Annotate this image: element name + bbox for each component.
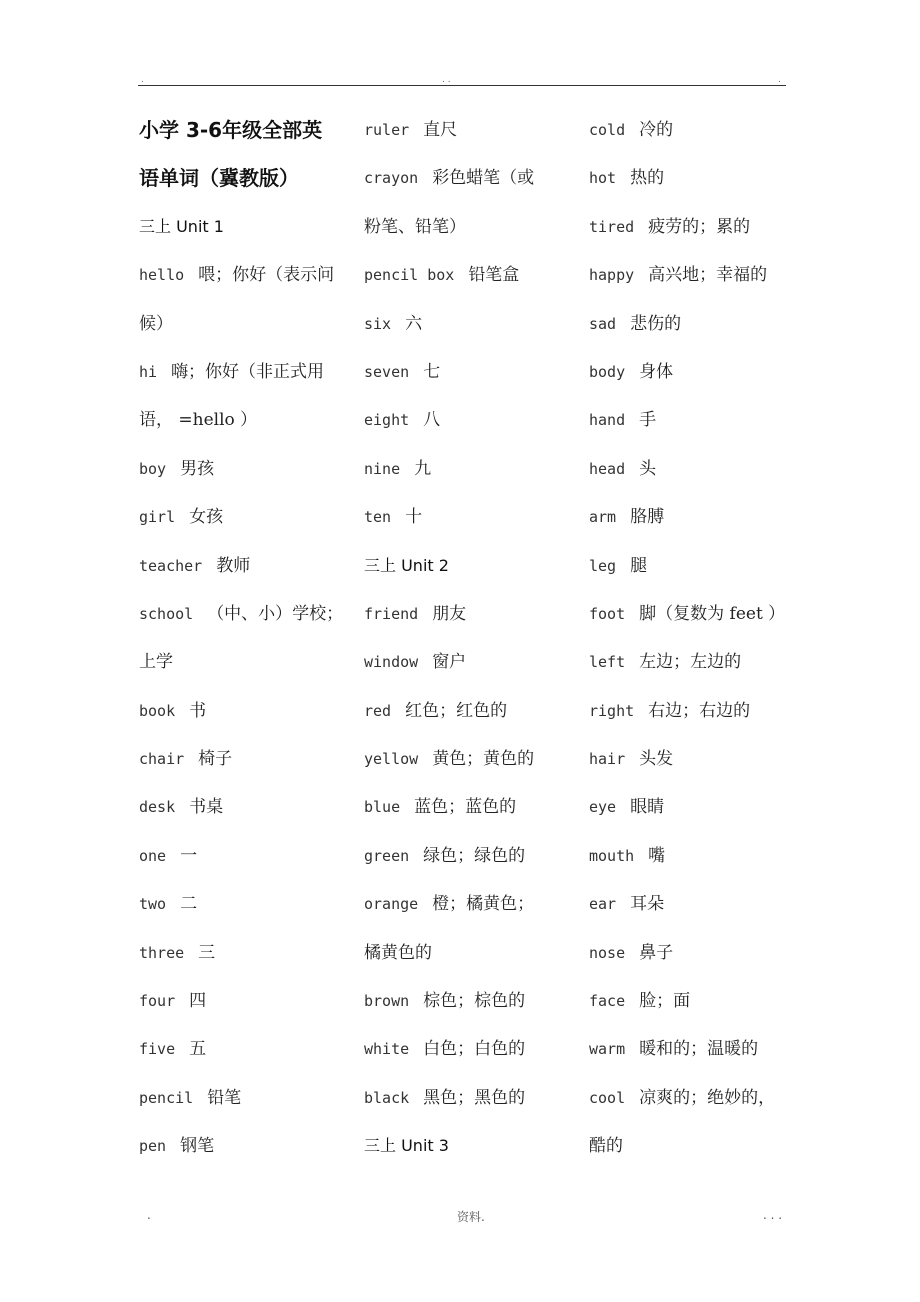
chinese-meaning: 蓝色；蓝色的: [414, 797, 517, 818]
word-entry: [364, 1074, 579, 1122]
english-word: hand: [589, 411, 626, 430]
english-word: five: [139, 1040, 176, 1059]
chinese-meaning: 耳朵: [630, 894, 665, 915]
chinese-meaning: 钢笔: [180, 1136, 215, 1157]
english-word: pen: [139, 1137, 167, 1156]
english-word: pencil: [139, 1088, 194, 1107]
chinese-meaning: 喂；你好（表示问: [198, 265, 335, 286]
english-word: seven: [364, 362, 410, 381]
word-entry: [589, 396, 789, 444]
word-entry: [364, 832, 579, 880]
word-entry: [589, 154, 789, 202]
english-word: left: [589, 653, 626, 672]
word-entry: [364, 638, 579, 686]
english-word: hot: [589, 169, 617, 188]
chinese-meaning: 悲伤的: [630, 313, 682, 334]
word-entry: [364, 251, 579, 299]
word-entry: [364, 977, 579, 1025]
chinese-meaning: 铅笔: [207, 1087, 242, 1108]
english-word: chair: [139, 750, 185, 769]
word-entry: [364, 687, 579, 735]
word-entry: [589, 832, 789, 880]
chinese-meaning: 三: [198, 942, 216, 963]
chinese-meaning: 女孩: [189, 507, 224, 528]
english-word: happy: [589, 266, 635, 285]
english-word: ten: [364, 508, 392, 527]
word-entry: [364, 880, 579, 928]
english-word: desk: [139, 798, 176, 817]
english-word: green: [364, 846, 410, 865]
footer-left-mark: .: [147, 1208, 151, 1222]
word-entry: [139, 1025, 354, 1073]
chinese-meaning: 男孩: [180, 458, 215, 479]
header-rule: [138, 85, 786, 86]
chinese-meaning: 白色；白色的: [423, 1039, 526, 1060]
english-word: pencil box: [364, 266, 455, 285]
chinese-meaning: 胳膊: [630, 507, 665, 528]
english-word: window: [364, 653, 419, 672]
word-entry: [589, 687, 789, 735]
chinese-meaning: 黄色；黄色的: [432, 749, 535, 770]
word-entry: [139, 542, 354, 590]
english-word: nose: [589, 943, 626, 962]
word-entry: [139, 493, 354, 541]
word-entry: [589, 251, 789, 299]
chinese-meaning: 冷的: [639, 120, 674, 140]
chinese-meaning: 手: [639, 410, 657, 431]
word-entry: [139, 929, 354, 977]
word-entry: [589, 977, 789, 1025]
chinese-meaning: 眼睛: [630, 797, 665, 818]
chinese-meaning: 四: [189, 991, 207, 1012]
word-entry: [589, 783, 789, 831]
word-entry-continuation: 酷的: [589, 1136, 623, 1157]
chinese-meaning: 凉爽的；绝妙的，: [639, 1087, 776, 1108]
english-word: boy: [139, 459, 167, 478]
word-entry: [364, 493, 579, 541]
chinese-meaning: 头: [639, 458, 657, 479]
chinese-meaning: 脚（复数为 feet ）: [639, 603, 786, 624]
english-word: red: [364, 701, 392, 720]
word-entry: [589, 542, 789, 590]
document-title-line-1: 小学 3-6年级全部英: [139, 118, 323, 142]
word-entry-continuation: 橘黄色的: [364, 942, 432, 963]
english-word: hair: [589, 750, 626, 769]
chinese-meaning: 高兴地；幸福的: [648, 265, 768, 286]
chinese-meaning: 右边；右边的: [648, 700, 751, 721]
english-word: eye: [589, 798, 617, 817]
word-entry: [589, 638, 789, 686]
english-word: six: [364, 314, 392, 333]
word-entry: [589, 590, 789, 638]
column-1: [139, 106, 354, 1171]
english-word: warm: [589, 1040, 626, 1059]
header-dot-right: .: [778, 75, 781, 85]
english-word: ear: [589, 895, 617, 914]
english-word: friend: [364, 604, 419, 623]
chinese-meaning: 教师: [216, 555, 251, 576]
english-word: cold: [589, 121, 626, 139]
unit-heading: 三上 Unit 3: [364, 1136, 449, 1156]
word-entry: [364, 735, 579, 783]
english-word: arm: [589, 508, 617, 527]
english-word: two: [139, 895, 167, 914]
chinese-meaning: 书: [189, 700, 207, 721]
word-entry: [139, 1074, 354, 1122]
word-entry: [364, 590, 579, 638]
header-dot-center: . .: [442, 75, 451, 85]
english-word: girl: [139, 508, 176, 527]
english-word: orange: [364, 895, 419, 914]
word-entry: [139, 251, 354, 299]
english-word: head: [589, 459, 626, 478]
word-entry: [139, 832, 354, 880]
word-entry: [139, 590, 354, 638]
word-entry: [589, 735, 789, 783]
english-word: book: [139, 701, 176, 720]
chinese-meaning: 铅笔盒: [468, 265, 520, 286]
column-3: [589, 106, 789, 1171]
chinese-meaning: 七: [423, 361, 441, 382]
word-entry: [589, 880, 789, 928]
chinese-meaning: 暖和的；温暖的: [639, 1039, 759, 1060]
word-entry: [589, 203, 789, 251]
word-entry-continuation: 语， =hello ）: [139, 410, 258, 431]
chinese-meaning: 九: [414, 458, 432, 479]
english-word: three: [139, 943, 185, 962]
word-entry: [364, 106, 579, 154]
chinese-meaning: 嘴: [648, 845, 666, 866]
english-word: tired: [589, 217, 635, 236]
footer-label: 资料.: [457, 1210, 485, 1224]
english-word: school: [139, 604, 194, 623]
column-2: [364, 106, 579, 1171]
english-word: yellow: [364, 750, 419, 769]
chinese-meaning: 彩色蜡笔（或: [432, 168, 535, 189]
word-entry-continuation: 粉笔、铅笔）: [364, 216, 466, 237]
word-entry: [364, 445, 579, 493]
chinese-meaning: 书桌: [189, 797, 224, 818]
english-word: brown: [364, 992, 410, 1011]
english-word: cool: [589, 1088, 626, 1107]
word-entry-continuation: 候）: [139, 313, 173, 334]
word-entry: [589, 1074, 789, 1122]
word-entry: [139, 348, 354, 396]
english-word: white: [364, 1040, 410, 1059]
word-entry: [139, 977, 354, 1025]
chinese-meaning: 朋友: [432, 603, 467, 624]
english-word: right: [589, 701, 635, 720]
english-word: crayon: [364, 169, 419, 188]
word-entry: [139, 687, 354, 735]
english-word: teacher: [139, 556, 203, 575]
english-word: foot: [589, 604, 626, 623]
english-word: sad: [589, 314, 617, 333]
chinese-meaning: 椅子: [198, 749, 233, 770]
word-entry: [589, 493, 789, 541]
chinese-meaning: 十: [405, 507, 423, 528]
header-dot-left: .: [141, 75, 144, 85]
chinese-meaning: 八: [423, 410, 441, 431]
chinese-meaning: 脸；面: [639, 991, 691, 1012]
english-word: body: [589, 362, 626, 381]
chinese-meaning: 绿色；绿色的: [423, 845, 526, 866]
chinese-meaning: 窗户: [432, 652, 467, 673]
word-entry: [364, 348, 579, 396]
chinese-meaning: 二: [180, 894, 198, 915]
chinese-meaning: 疲劳的；累的: [648, 216, 751, 237]
chinese-meaning: 橙；橘黄色；: [432, 894, 535, 915]
english-word: one: [139, 846, 167, 865]
english-word: mouth: [589, 846, 635, 865]
word-entry-continuation: 上学: [139, 652, 173, 673]
chinese-meaning: 黑色；黑色的: [423, 1087, 526, 1108]
word-entry: [364, 396, 579, 444]
english-word: nine: [364, 459, 401, 478]
document-title-line-2: 语单词（冀教版）: [139, 166, 299, 191]
chinese-meaning: 头发: [639, 749, 674, 770]
chinese-meaning: 身体: [639, 361, 674, 382]
word-entry: [589, 106, 789, 154]
english-word: leg: [589, 556, 617, 575]
word-entry: [364, 300, 579, 348]
word-entry: [139, 783, 354, 831]
word-list: [364, 106, 579, 542]
english-word: hello: [139, 266, 185, 285]
chinese-meaning: 鼻子: [639, 942, 674, 963]
unit-heading: 三上 Unit 2: [364, 555, 449, 575]
english-word: blue: [364, 798, 401, 817]
footer-right-mark: . . .: [763, 1208, 783, 1222]
word-list: [139, 251, 354, 1170]
word-entry: [589, 348, 789, 396]
word-entry: [364, 154, 579, 202]
word-entry: [364, 1025, 579, 1073]
chinese-meaning: 热的: [630, 168, 665, 189]
chinese-meaning: 直尺: [423, 120, 458, 140]
word-list: [364, 590, 579, 1122]
english-word: black: [364, 1088, 410, 1107]
word-entry: [589, 1025, 789, 1073]
english-word: ruler: [364, 121, 410, 139]
chinese-meaning: 嗨；你好（非正式用: [171, 361, 325, 382]
chinese-meaning: 五: [189, 1039, 207, 1060]
word-entry: [139, 880, 354, 928]
word-entry: [139, 445, 354, 493]
word-entry: [364, 783, 579, 831]
english-word: face: [589, 992, 626, 1011]
english-word: eight: [364, 411, 410, 430]
word-entry: [589, 300, 789, 348]
english-word: four: [139, 992, 176, 1011]
word-entry: [139, 735, 354, 783]
word-entry: [589, 445, 789, 493]
unit-heading: 三上 Unit 1: [139, 216, 224, 236]
chinese-meaning: （中、小）学校；: [207, 603, 344, 624]
chinese-meaning: 一: [180, 845, 198, 866]
word-entry: [589, 929, 789, 977]
chinese-meaning: 红色；红色的: [405, 700, 508, 721]
chinese-meaning: 左边；左边的: [639, 652, 742, 673]
word-list: [589, 106, 789, 1171]
chinese-meaning: 六: [405, 313, 423, 334]
word-entry: [139, 1122, 354, 1170]
chinese-meaning: 棕色；棕色的: [423, 991, 526, 1012]
chinese-meaning: 腿: [630, 555, 648, 576]
english-word: hi: [139, 362, 158, 381]
